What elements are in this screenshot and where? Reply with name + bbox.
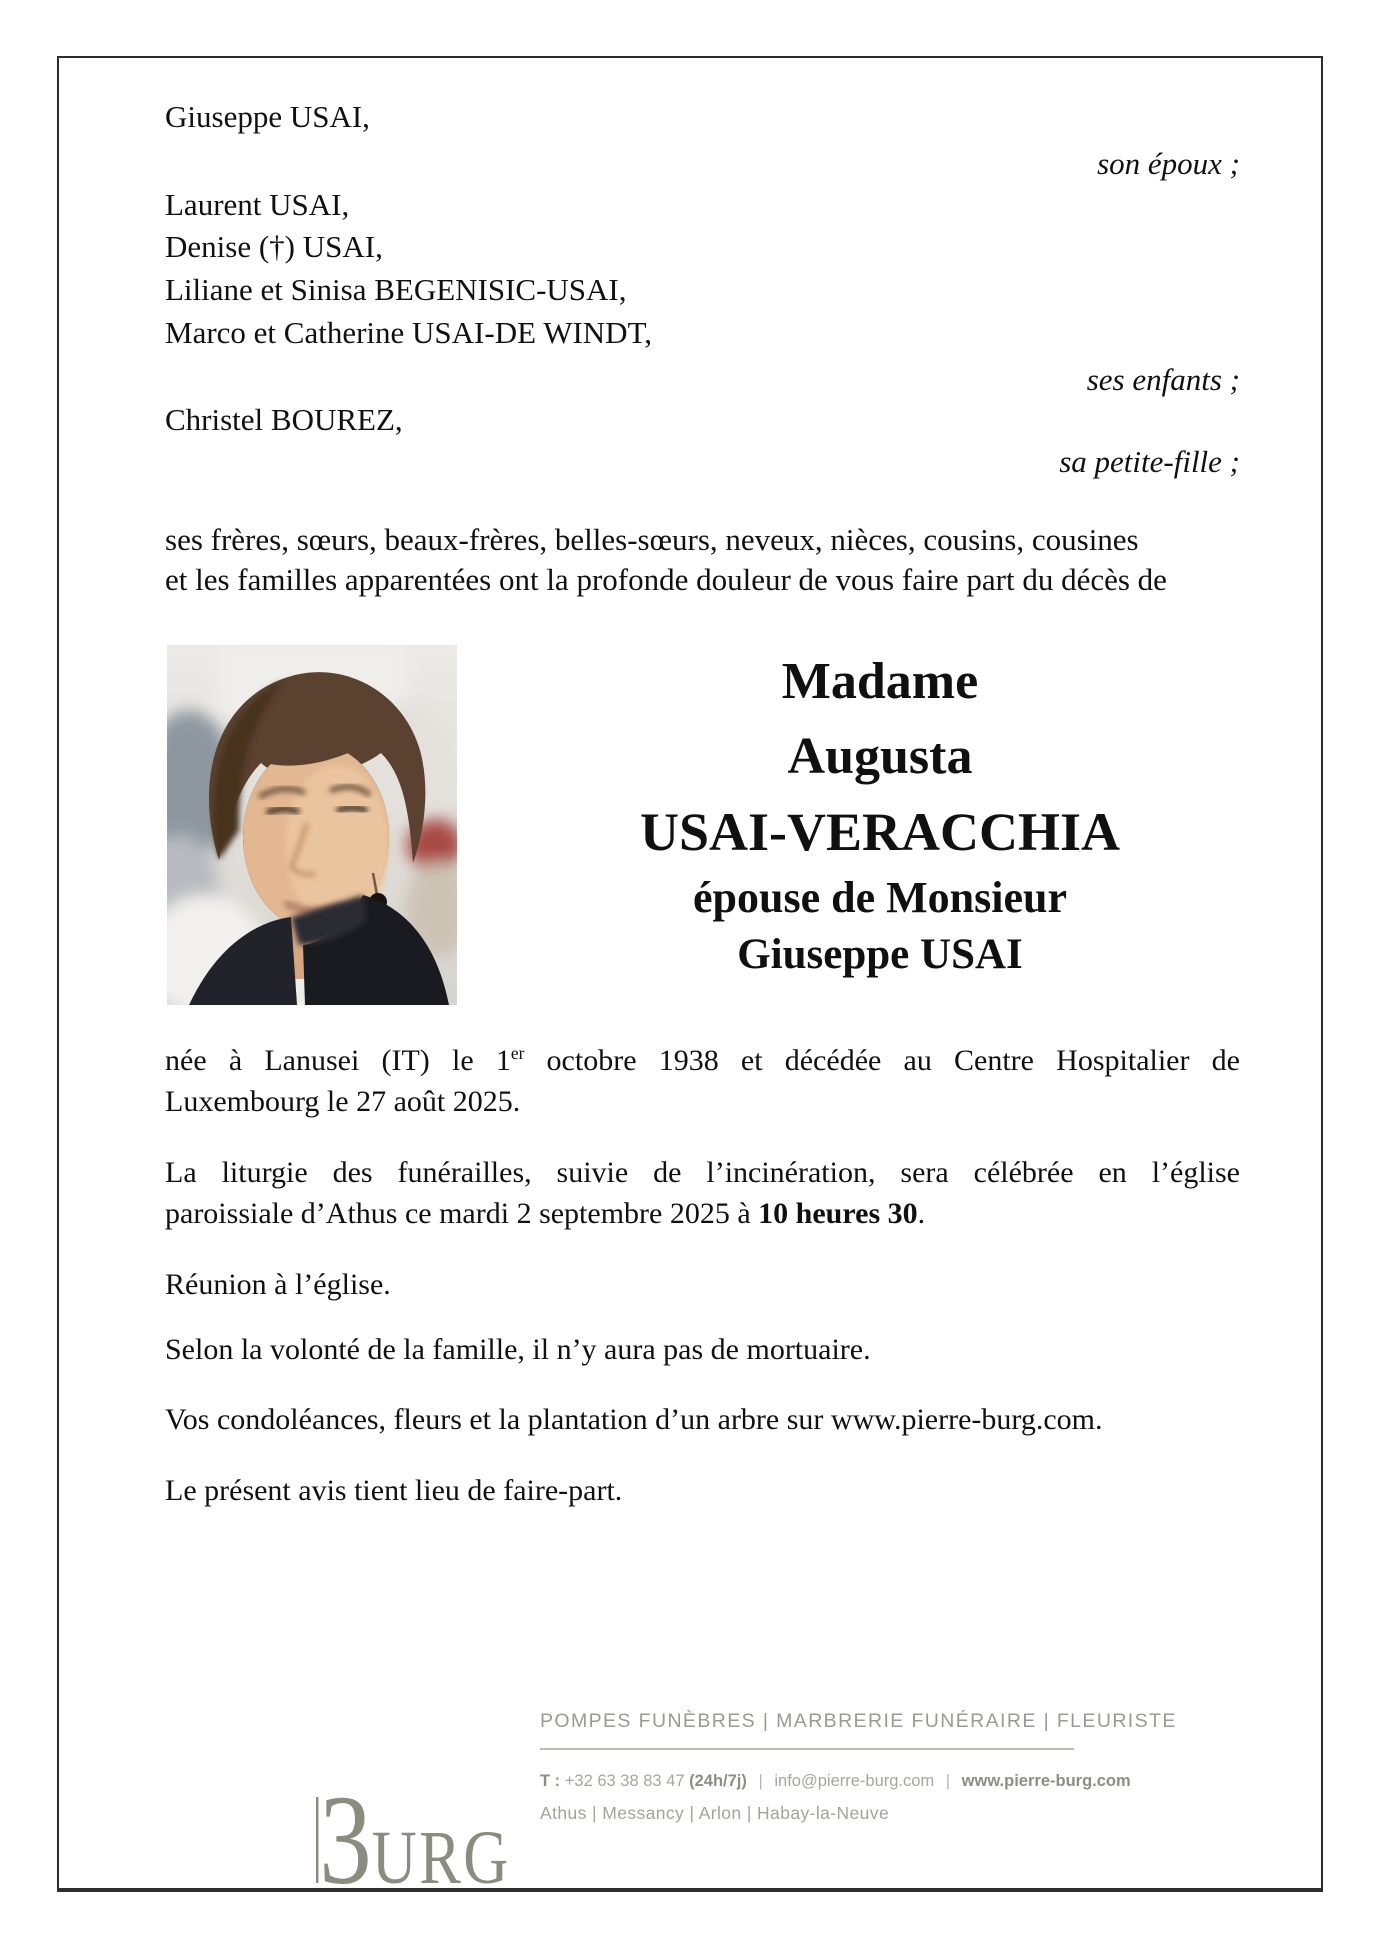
child-name: Denise (†) USAI, bbox=[165, 229, 383, 264]
burg-logo bbox=[316, 1769, 511, 1911]
birth-death-paragraph bbox=[165, 1040, 1240, 1122]
deceased-last-name: USAI-VERACCHIA bbox=[639, 802, 1121, 862]
husband-name: Giuseppe USAI, bbox=[165, 99, 370, 134]
granddaughter-relation-label: sa petite-fille ; bbox=[1059, 444, 1240, 479]
footer-cities-line: Athus | Messancy | Arlon | Habay-la-Neuve bbox=[540, 1803, 890, 1823]
condolences-paragraph: Vos condoléances, fleurs et la plantation d’un arbre sur www.pierre-burg.com. bbox=[165, 1403, 1103, 1436]
child-name: Marco et Catherine USAI-DE WINDT, bbox=[165, 315, 652, 350]
deceased-spouse-name: Giuseppe USAI bbox=[737, 931, 1023, 978]
ceremony-line1: La liturgie des funérailles, suivie de l’incinération, sera célébrée en l’église bbox=[165, 1156, 1240, 1189]
extended-family-line: et les familles apparentées ont la profonde douleur de vous faire part du décès de bbox=[165, 562, 1167, 597]
deceased-spouse-prefix: épouse de Monsieur bbox=[693, 873, 1067, 922]
footer-contact-line bbox=[540, 1769, 1131, 1794]
child-name: Laurent USAI, bbox=[165, 187, 350, 222]
ceremony-line2: paroissiale d’Athus ce mardi 2 septembre 2025 à 10 heures 30. bbox=[165, 1197, 926, 1230]
footer-divider-line bbox=[540, 1748, 1074, 1750]
meeting-paragraph: Réunion à l’église. bbox=[165, 1268, 391, 1301]
ordinal-superscript: er bbox=[510, 1043, 525, 1063]
phone-number: +32 63 38 83 47 bbox=[564, 1772, 685, 1790]
burg-logo-b-mark: 3 bbox=[319, 1769, 372, 1911]
email-address: info@pierre-burg.com bbox=[774, 1772, 935, 1790]
birth-death-line1: née à Lanusei (IT) le 1er octobre 1938 et décédée au Centre Hospitalier de bbox=[165, 1043, 1240, 1077]
deceased-first-name: Augusta bbox=[787, 728, 973, 785]
deceased-title: Madame bbox=[781, 653, 979, 710]
husband-relation-label: son époux ; bbox=[1097, 146, 1240, 181]
ceremony-paragraph bbox=[165, 1152, 1240, 1234]
separator: | bbox=[945, 1772, 951, 1790]
burg-logo-text: URG bbox=[371, 1816, 511, 1900]
burg-logo-b-bar bbox=[316, 1797, 318, 1883]
website-url: www.pierre-burg.com bbox=[961, 1772, 1131, 1790]
birth-death-line2: Luxembourg le 27 août 2025. bbox=[165, 1085, 521, 1118]
phone-label: T : bbox=[540, 1772, 561, 1790]
hours-badge: (24h/7j) bbox=[689, 1772, 747, 1790]
children-relation-label: ses enfants ; bbox=[1086, 362, 1240, 397]
portrait-photo bbox=[167, 645, 457, 1005]
child-name: Liliane et Sinisa BEGENISIC-USAI, bbox=[165, 272, 627, 307]
ceremony-time: 10 heures 30 bbox=[758, 1197, 918, 1230]
notice-paragraph: Le présent avis tient lieu de faire-part. bbox=[165, 1474, 623, 1507]
separator: | bbox=[758, 1772, 763, 1790]
mortuary-paragraph: Selon la volonté de la famille, il n’y aura pas de mortuaire. bbox=[165, 1333, 871, 1366]
granddaughter-name: Christel BOUREZ, bbox=[165, 402, 403, 437]
extended-family-line: ses frères, sœurs, beaux-frères, belles-sœurs, neveux, nièces, cousins, cousines bbox=[165, 522, 1139, 557]
footer-services-line: POMPES FUNÈBRES | MARBRERIE FUNÉRAIRE | FLEURISTE bbox=[540, 1710, 1177, 1732]
